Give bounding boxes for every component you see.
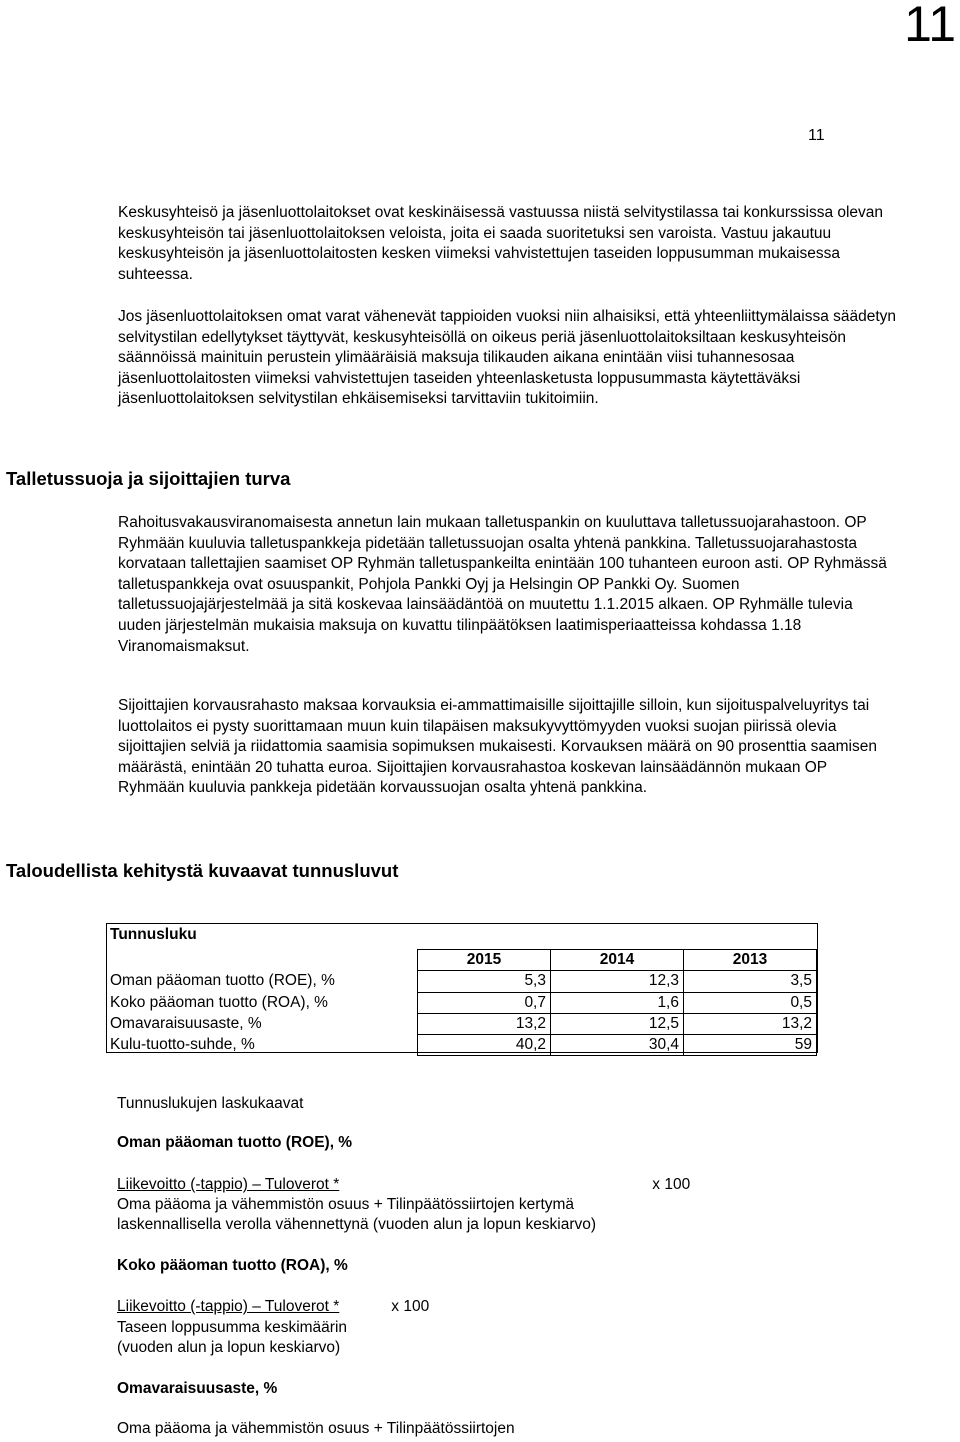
roa-numerator-line xyxy=(117,1297,429,1318)
row-label: Oman pääoman tuotto (ROE), % xyxy=(110,972,335,990)
table-row xyxy=(106,971,817,992)
paragraph-extra-payments: Jos jäsenluottolaitoksen omat varat vähenevät tappioiden vuoksi niin alhaisiksi, että yhteenliittymälaissa säädetyn selvitystilan edellytykset täyttyvät, keskusyhteisöllä on oikeus periä jäsenluottolaitoksiltaan keskusyhteisön säännöissä mainituin perustein ylimääräisiä maksuja tilikauden aikana enintään viisi tuhannesosaa jäsenluottolaitosten viimeksi vahvistettujen taseiden yhteenlasketusta loppusummasta käytettäväksi jäsenluottolaitoksen selvitystilan ehkäisemiseksi tarvittaviin tukitoimiin. xyxy=(118,308,897,408)
table-row xyxy=(106,1013,817,1034)
cell-value: 5,3 xyxy=(418,971,551,992)
row-label: Koko pääoman tuotto (ROA), % xyxy=(110,993,328,1011)
cell-value: 3,5 xyxy=(684,971,817,992)
year-header: 2013 xyxy=(684,950,817,971)
table-row xyxy=(106,992,817,1013)
roa-multiplier: x 100 xyxy=(387,1298,430,1315)
cell-value: 40,2 xyxy=(418,1035,551,1056)
roe-denominator-1: Oma pääoma ja vähemmistön osuus + Tilinpäätössiirtojen kertymä xyxy=(117,1196,575,1213)
cell-value: 59 xyxy=(684,1035,817,1056)
year-header: 2015 xyxy=(418,950,551,971)
cell-value: 13,2 xyxy=(684,1013,817,1034)
roe-multiplier: x 100 xyxy=(648,1176,691,1193)
roa-denominator-2: (vuoden alun ja lopun keskiarvo) xyxy=(117,1339,341,1356)
table-header-spacer xyxy=(106,950,418,971)
roa-denominator-1: Taseen loppusumma keskimäärin xyxy=(117,1319,348,1336)
row-label: Kulu-tuotto-suhde, % xyxy=(110,1036,255,1054)
cell-value: 12,3 xyxy=(551,971,684,992)
roe-denominator-2: laskennallisella verolla vähennettynä (vuoden alun ja lopun keskiarvo) xyxy=(117,1216,597,1233)
cell-value: 30,4 xyxy=(551,1035,684,1056)
page-number: 11 xyxy=(808,127,825,144)
cell-value: 13,2 xyxy=(418,1013,551,1034)
row-label: Omavaraisuusaste, % xyxy=(110,1015,262,1033)
cell-value: 12,5 xyxy=(551,1013,684,1034)
year-header: 2014 xyxy=(551,950,684,971)
roe-numerator: Liikevoitto (-tappio) – Tuloverot * xyxy=(117,1176,340,1193)
equity-ratio-formula-title: Omavaraisuusaste, % xyxy=(117,1380,278,1397)
cell-value: 0,7 xyxy=(418,992,551,1013)
roe-numerator-line xyxy=(117,1175,690,1196)
cell-value: 0,5 xyxy=(684,992,817,1013)
roa-numerator: Liikevoitto (-tappio) – Tuloverot * xyxy=(117,1298,340,1315)
heading-deposit-guarantee: Talletussuoja ja sijoittajien turva xyxy=(6,468,291,489)
paragraph-investor-compensation: Sijoittajien korvausrahasto maksaa korvauksia ei-ammattimaisille sijoittajille silloin, kun sijoituspalveluyritys tai luottolaitos ei pysty suorittamaan muun kuin tilapäisen maksukyvyttömyyden vuoksi suojan piirissä olevia sijoittajien selviä ja riidattomia saamisia sopimuksen mukaisesti. Korvauksen määrä on 90 prosenttia saamisen määrästä, enintään 20 tuhatta euroa. Sijoittajien korvausrahastoa koskevan lainsäädännön mukaan OP Ryhmään kuuluvia pankkeja pidetään korvaussuojan osalta yhtenä pankkina. xyxy=(118,697,877,797)
formulas-intro: Tunnuslukujen laskukaavat xyxy=(117,1095,304,1112)
paragraph-joint-liability: Keskusyhteisö ja jäsenluottolaitokset ovat keskinäisessä vastuussa niistä selvitystilassa tai konkurssissa olevan keskusyhteisön tai jäsenluottolaitoksen veloista, joita ei saada suoritetuksi sen varoista. Vastuu jakautuu keskusyhteisön ja jäsenluottolaitosten kesken viimeksi vahvistettujen taseiden loppusumman mukaisessa suhteessa. xyxy=(118,204,884,283)
paragraph-deposit-fund: Rahoitusvakausviranomaisesta annetun lain mukaan talletuspankin on kuuluttava talletussuojarahastoon. OP Ryhmään kuuluvia talletuspankkeja pidetään talletussuojan osalta yhtenä pankkina. Talletussuojarahastosta korvataan tallettajien saamiset OP Ryhmän talletuspankeilta enintään 100 tuhanteen euroon asti. OP Ryhmässä talletuspankkeja ovat osuuspankit, Pohjola Pankki Oyj ja Helsingin OP Pankki Oy. Suomen talletussuojajärjestelmää ja sitä koskevaa lainsäädäntöä on muutettu 1.1.2015 alkaen. OP Ryhmälle tulevia uuden järjestelmän mukaisia maksuja on kuvattu tilinpäätöksen laatimisperiaatteissa kohdassa 1.18 Viranomaismaksut. xyxy=(118,514,887,655)
key-figures-table xyxy=(106,923,817,1056)
table-row xyxy=(106,1035,817,1056)
roa-formula-title: Koko pääoman tuotto (ROA), % xyxy=(117,1257,348,1274)
roe-formula-title: Oman pääoman tuotto (ROE), % xyxy=(117,1134,353,1151)
cell-value: 1,6 xyxy=(551,992,684,1013)
page-number-large: 11 xyxy=(904,0,956,52)
table-title: Tunnusluku xyxy=(110,926,197,943)
heading-key-figures: Taloudellista kehitystä kuvaavat tunnusluvut xyxy=(6,860,399,881)
equity-ratio-line-1: Oma pääoma ja vähemmistön osuus + Tilinpäätössiirtojen xyxy=(117,1420,515,1437)
